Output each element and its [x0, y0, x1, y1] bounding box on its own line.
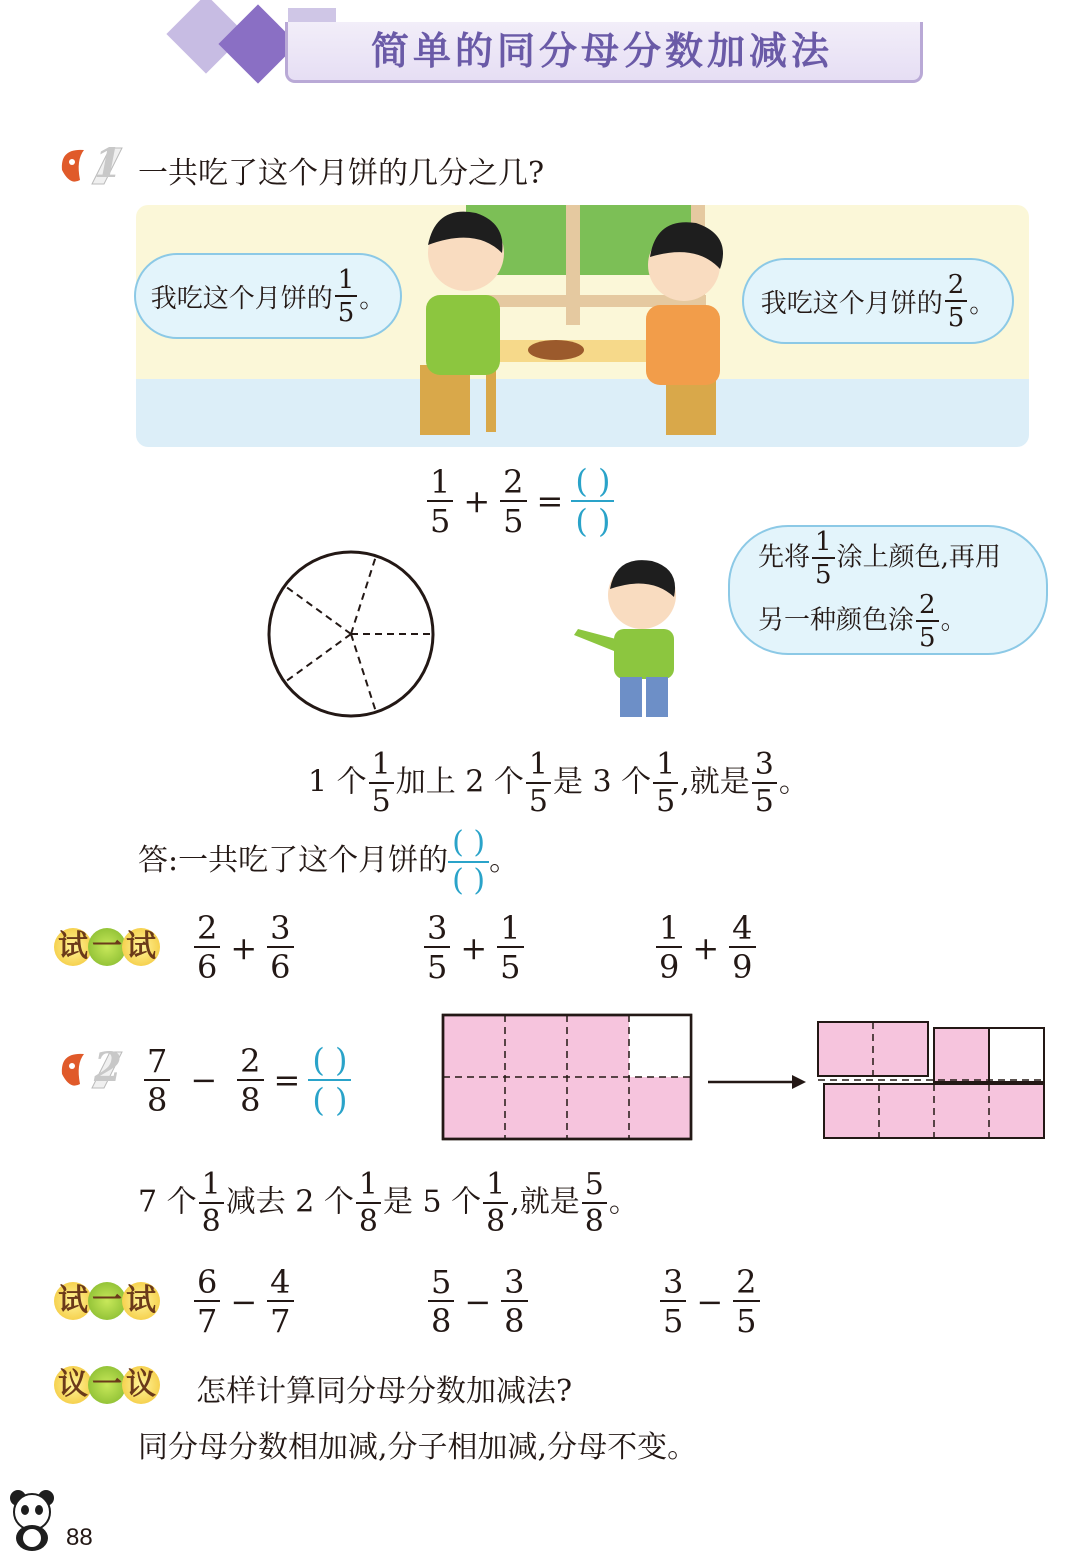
example-2-equation: $\frac{7}{8}$ − $\frac{2}{8}$ = ( ) ( ) — [142, 1044, 351, 1116]
try-it-badge: 试 一 试 — [54, 1282, 156, 1320]
example-1-equation: $\frac{1}{5}$ + $\frac{2}{5}$ = ( ) ( ) — [425, 465, 614, 537]
girl-bubble-fraction: $\frac{2}{5}$ — [945, 272, 968, 331]
pointing-boy-illustration — [570, 555, 705, 725]
hint-speech-bubble: 先将 $\frac{1}{5}$ 涂上颜色,再用 另一种颜色涂 $\frac{2}{5}$ 。 — [728, 525, 1048, 655]
example-1-badge — [52, 140, 130, 192]
example-1-statement: 1 个 $\frac{1}{5}$ 加上 2 个 $\frac{1}{5}$ 是 3 个 $\frac{1}{5}$ ,就是 $\frac{3}{5}$ 。 — [308, 747, 809, 819]
circle-fifths-diagram — [265, 548, 437, 720]
boy-bubble-text: 我吃这个月饼的 — [150, 283, 333, 314]
rectangle-eighths-diagram — [440, 1012, 1052, 1144]
arrow-icon — [708, 1075, 806, 1089]
example-2-statement: 7 个 $\frac{1}{8}$ 减去 2 个 $\frac{1}{8}$ 是 5 个 $\frac{1}{8}$ ,就是 $\frac{5}{8}$ 。 — [138, 1167, 639, 1239]
page-title: 简单的同分母分数加减法 — [370, 28, 833, 73]
example-2-badge — [52, 1044, 130, 1096]
boy-bubble-fraction: $\frac{1}{5}$ — [335, 267, 358, 326]
rectangle-after — [818, 1022, 1044, 1138]
girl-bubble-text: 我吃这个月饼的 — [760, 288, 943, 319]
rectangle-before — [443, 1015, 691, 1139]
answer-blank-fraction: ( ) ( ) — [308, 1044, 351, 1116]
try-2-item-1: $\frac{6}{7}$ − $\frac{4}{7}$ — [192, 1266, 296, 1337]
try-1-item-3: $\frac{1}{9}$ + $\frac{4}{9}$ — [654, 912, 758, 983]
example-1-question: 一共吃了这个月饼的几分之几? — [138, 156, 545, 191]
panda-icon — [4, 1488, 60, 1554]
example-2-number: 2 — [94, 1044, 122, 1091]
discuss-question: 怎样计算同分母分数加减法? — [196, 1374, 573, 1409]
discuss-badge: 议 一 议 — [54, 1366, 156, 1404]
try-1-item-1: $\frac{2}{6}$ + $\frac{3}{6}$ — [192, 912, 296, 983]
girl-speech-bubble: 我吃这个月饼的 $\frac{2}{5}$ 。 — [742, 258, 1014, 344]
answer-blank-fraction: ( ) ( ) — [571, 465, 614, 537]
answer-blank-fraction: ( ) ( ) — [448, 828, 489, 896]
example-1-answer: 答:一共吃了这个月饼的 ( ) ( ) 。 — [138, 825, 520, 898]
try-1-item-2: $\frac{3}{5}$ + $\frac{1}{5}$ — [422, 912, 526, 983]
page-number: 88 — [66, 1524, 93, 1551]
boy-speech-bubble: 我吃这个月饼的 $\frac{1}{5}$ 。 — [134, 253, 402, 339]
example-1-number: 1 — [94, 140, 122, 187]
rule-statement: 同分母分数相加减,分子相加减,分母不变。 — [138, 1430, 698, 1465]
try-2-item-2: $\frac{5}{8}$ − $\frac{3}{8}$ — [426, 1266, 530, 1337]
try-2-item-3: $\frac{3}{5}$ − $\frac{2}{5}$ — [658, 1266, 762, 1337]
try-it-badge: 试 一 试 — [54, 928, 156, 966]
